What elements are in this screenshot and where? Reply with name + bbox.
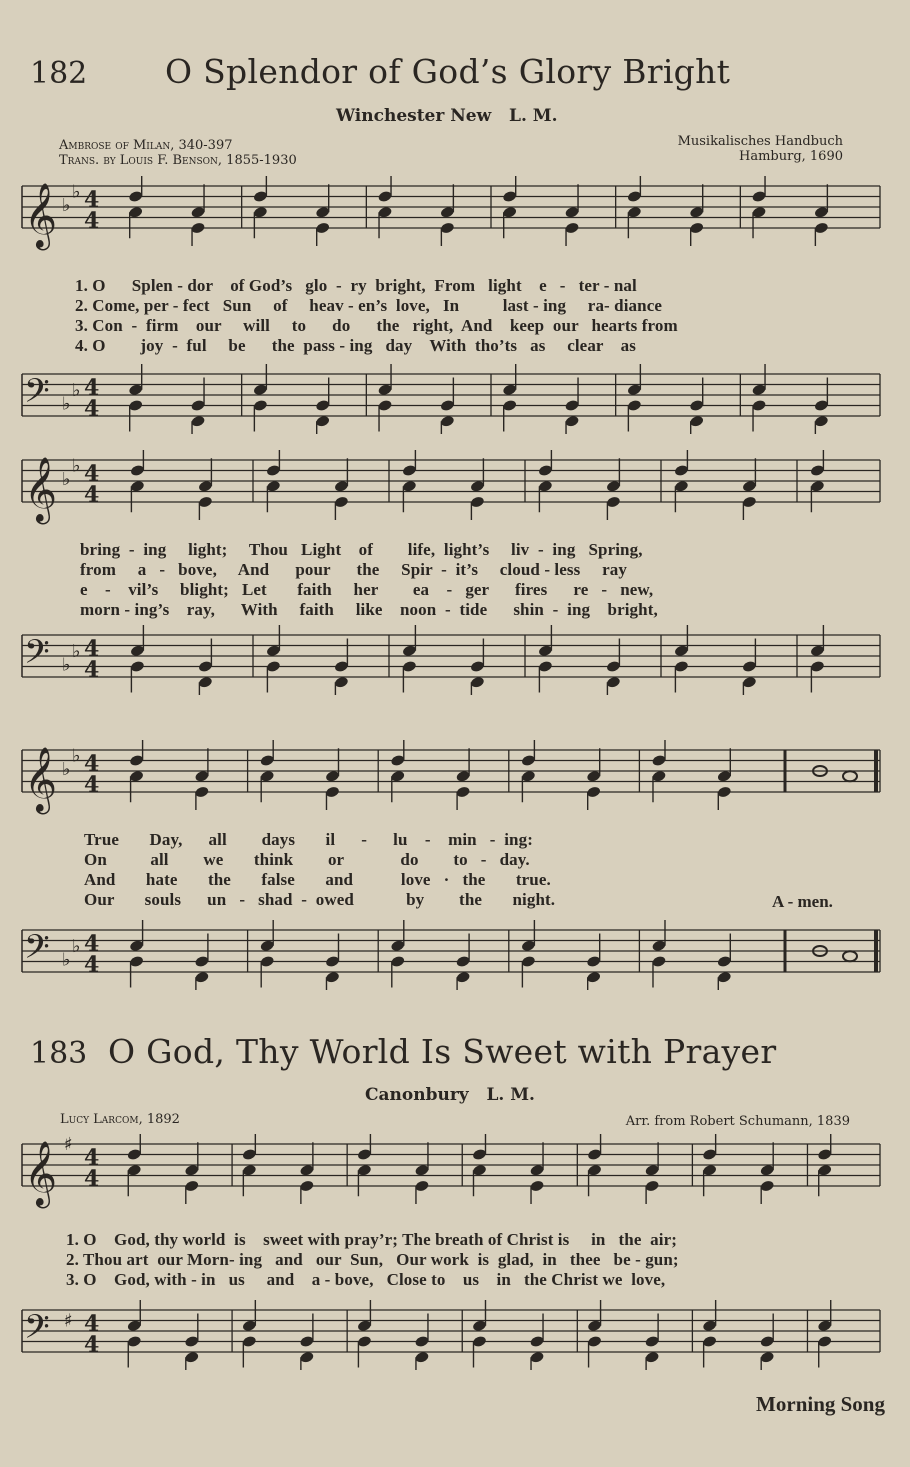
- composer-credit: [626, 1114, 850, 1129]
- author-line: Lucy Larcom, 1892: [60, 1112, 180, 1127]
- tune-name: Canonbury L. M.: [365, 1085, 535, 1105]
- svg-text:4: 4: [84, 1311, 100, 1337]
- svg-text:4: 4: [84, 208, 100, 234]
- lyric-verse-3: 3. O God, with - in us and a - bove, Close to us in the Christ we love,: [66, 1270, 666, 1289]
- svg-text:♭: ♭: [72, 935, 81, 957]
- svg-text:4: 4: [84, 482, 100, 508]
- svg-text:4: 4: [84, 952, 100, 978]
- lyric-verse-4: 4. O joy - ful be the pass - ing day With tho’ts as clear as: [75, 336, 636, 355]
- lyric-verse-3: And hate the false and love · the true.: [84, 870, 551, 889]
- svg-text:4: 4: [84, 657, 100, 683]
- lyric-verse-4: Our souls un - shad - owed by the night.: [84, 890, 556, 909]
- svg-text:4: 4: [84, 751, 100, 777]
- lyric-verse-1: 1. O Splen - dor of God’s glo - ry bright, From light e - ter - nal: [75, 276, 637, 295]
- composer-credit: [678, 134, 843, 164]
- tune-name: Winchester New L. M.: [336, 106, 558, 126]
- svg-text:4: 4: [84, 772, 100, 798]
- hymn-title: O Splendor of God’s Glory Bright: [165, 52, 731, 91]
- treble-staff: [0, 1134, 910, 1214]
- treble-staff: [0, 740, 910, 820]
- hymn-number: 182: [30, 56, 88, 91]
- composer-date-line: Hamburg, 1690: [739, 149, 843, 164]
- svg-text:4: 4: [84, 931, 100, 957]
- svg-text:𝄞: 𝄞: [24, 747, 58, 812]
- svg-text:♭: ♭: [72, 745, 81, 767]
- lyric-verse-3: 3. Con - firm our will to do the right, And keep our hearts from: [75, 316, 678, 335]
- lyric-verse-1: True Day, all days il - lu - min - ing:: [84, 830, 533, 849]
- treble-staff: [0, 450, 910, 530]
- svg-text:𝄢: 𝄢: [24, 633, 50, 680]
- svg-text:𝄞: 𝄞: [24, 457, 58, 522]
- lyric-verse-2: 2. Thou art our Morn- ing and our Sun, Our work is glad, in thee be - gun;: [66, 1250, 679, 1269]
- amen-lyric: A - men.: [772, 892, 833, 911]
- svg-text:♭: ♭: [62, 654, 71, 676]
- svg-text:𝄢: 𝄢: [24, 928, 50, 975]
- svg-text:♭: ♭: [62, 393, 71, 415]
- lyric-verse-1: bring - ing light; Thou Light of life, light’s liv - ing Spring,: [80, 540, 643, 559]
- bass-staff: [0, 364, 910, 444]
- svg-text:♭: ♭: [62, 469, 71, 490]
- svg-text:♭: ♭: [62, 195, 71, 216]
- lyric-verse-2: On all we think or do to - day.: [84, 850, 530, 869]
- svg-text:𝄢: 𝄢: [24, 372, 50, 419]
- svg-text:4: 4: [84, 636, 100, 662]
- svg-text:♭: ♭: [72, 181, 81, 203]
- lyric-verse-4: morn - ing’s ray, With faith like noon - tide shin - ing bright,: [80, 600, 658, 619]
- author-credit: [59, 138, 297, 168]
- bass-staff: [0, 1300, 910, 1380]
- svg-text:4: 4: [84, 1332, 100, 1358]
- svg-text:𝄞: 𝄞: [24, 1141, 58, 1206]
- svg-text:4: 4: [84, 1145, 100, 1171]
- svg-text:♭: ♭: [72, 379, 81, 401]
- svg-text:♯: ♯: [64, 1310, 73, 1332]
- lyric-verse-1: 1. O God, thy world is sweet with pray’r; The breath of Christ is in the air;: [66, 1230, 678, 1249]
- svg-text:4: 4: [84, 396, 100, 422]
- composer-line: Musikalisches Handbuch: [677, 134, 843, 149]
- footer-category: Morning Song: [756, 1392, 885, 1416]
- svg-text:♭: ♭: [62, 759, 71, 780]
- composer-line: Arr. from Robert Schumann, 1839: [625, 1114, 850, 1129]
- bass-staff: [0, 625, 910, 705]
- svg-text:♯: ♯: [64, 1134, 73, 1155]
- hymn-title: O God, Thy World Is Sweet with Prayer: [108, 1032, 777, 1071]
- svg-text:4: 4: [84, 1166, 100, 1192]
- bass-staff: [0, 920, 910, 1000]
- svg-text:𝄢: 𝄢: [24, 1308, 50, 1355]
- translator-line: Trans. by Louis F. Benson, 1855-1930: [59, 153, 297, 168]
- author-line: Ambrose of Milan, 340-397: [59, 138, 233, 153]
- svg-text:4: 4: [84, 461, 100, 487]
- lyric-verse-2: from a - bove, And pour the Spir - it’s cloud - less ray: [80, 560, 627, 579]
- svg-text:♭: ♭: [72, 640, 81, 662]
- svg-text:𝄞: 𝄞: [24, 183, 58, 248]
- lyric-verse-2: 2. Come, per - fect Sun of heav - en’s love, In last - ing ra- diance: [75, 296, 662, 315]
- lyric-verse-3: e - vil’s blight; Let faith her ea - ger fires re - new,: [80, 580, 654, 599]
- svg-text:4: 4: [84, 375, 100, 401]
- svg-text:♭: ♭: [72, 455, 81, 477]
- author-credit: [60, 1112, 180, 1127]
- svg-text:♭: ♭: [62, 949, 71, 971]
- hymn-number: 183: [30, 1036, 88, 1071]
- treble-staff: [0, 176, 910, 256]
- svg-text:4: 4: [84, 187, 100, 213]
